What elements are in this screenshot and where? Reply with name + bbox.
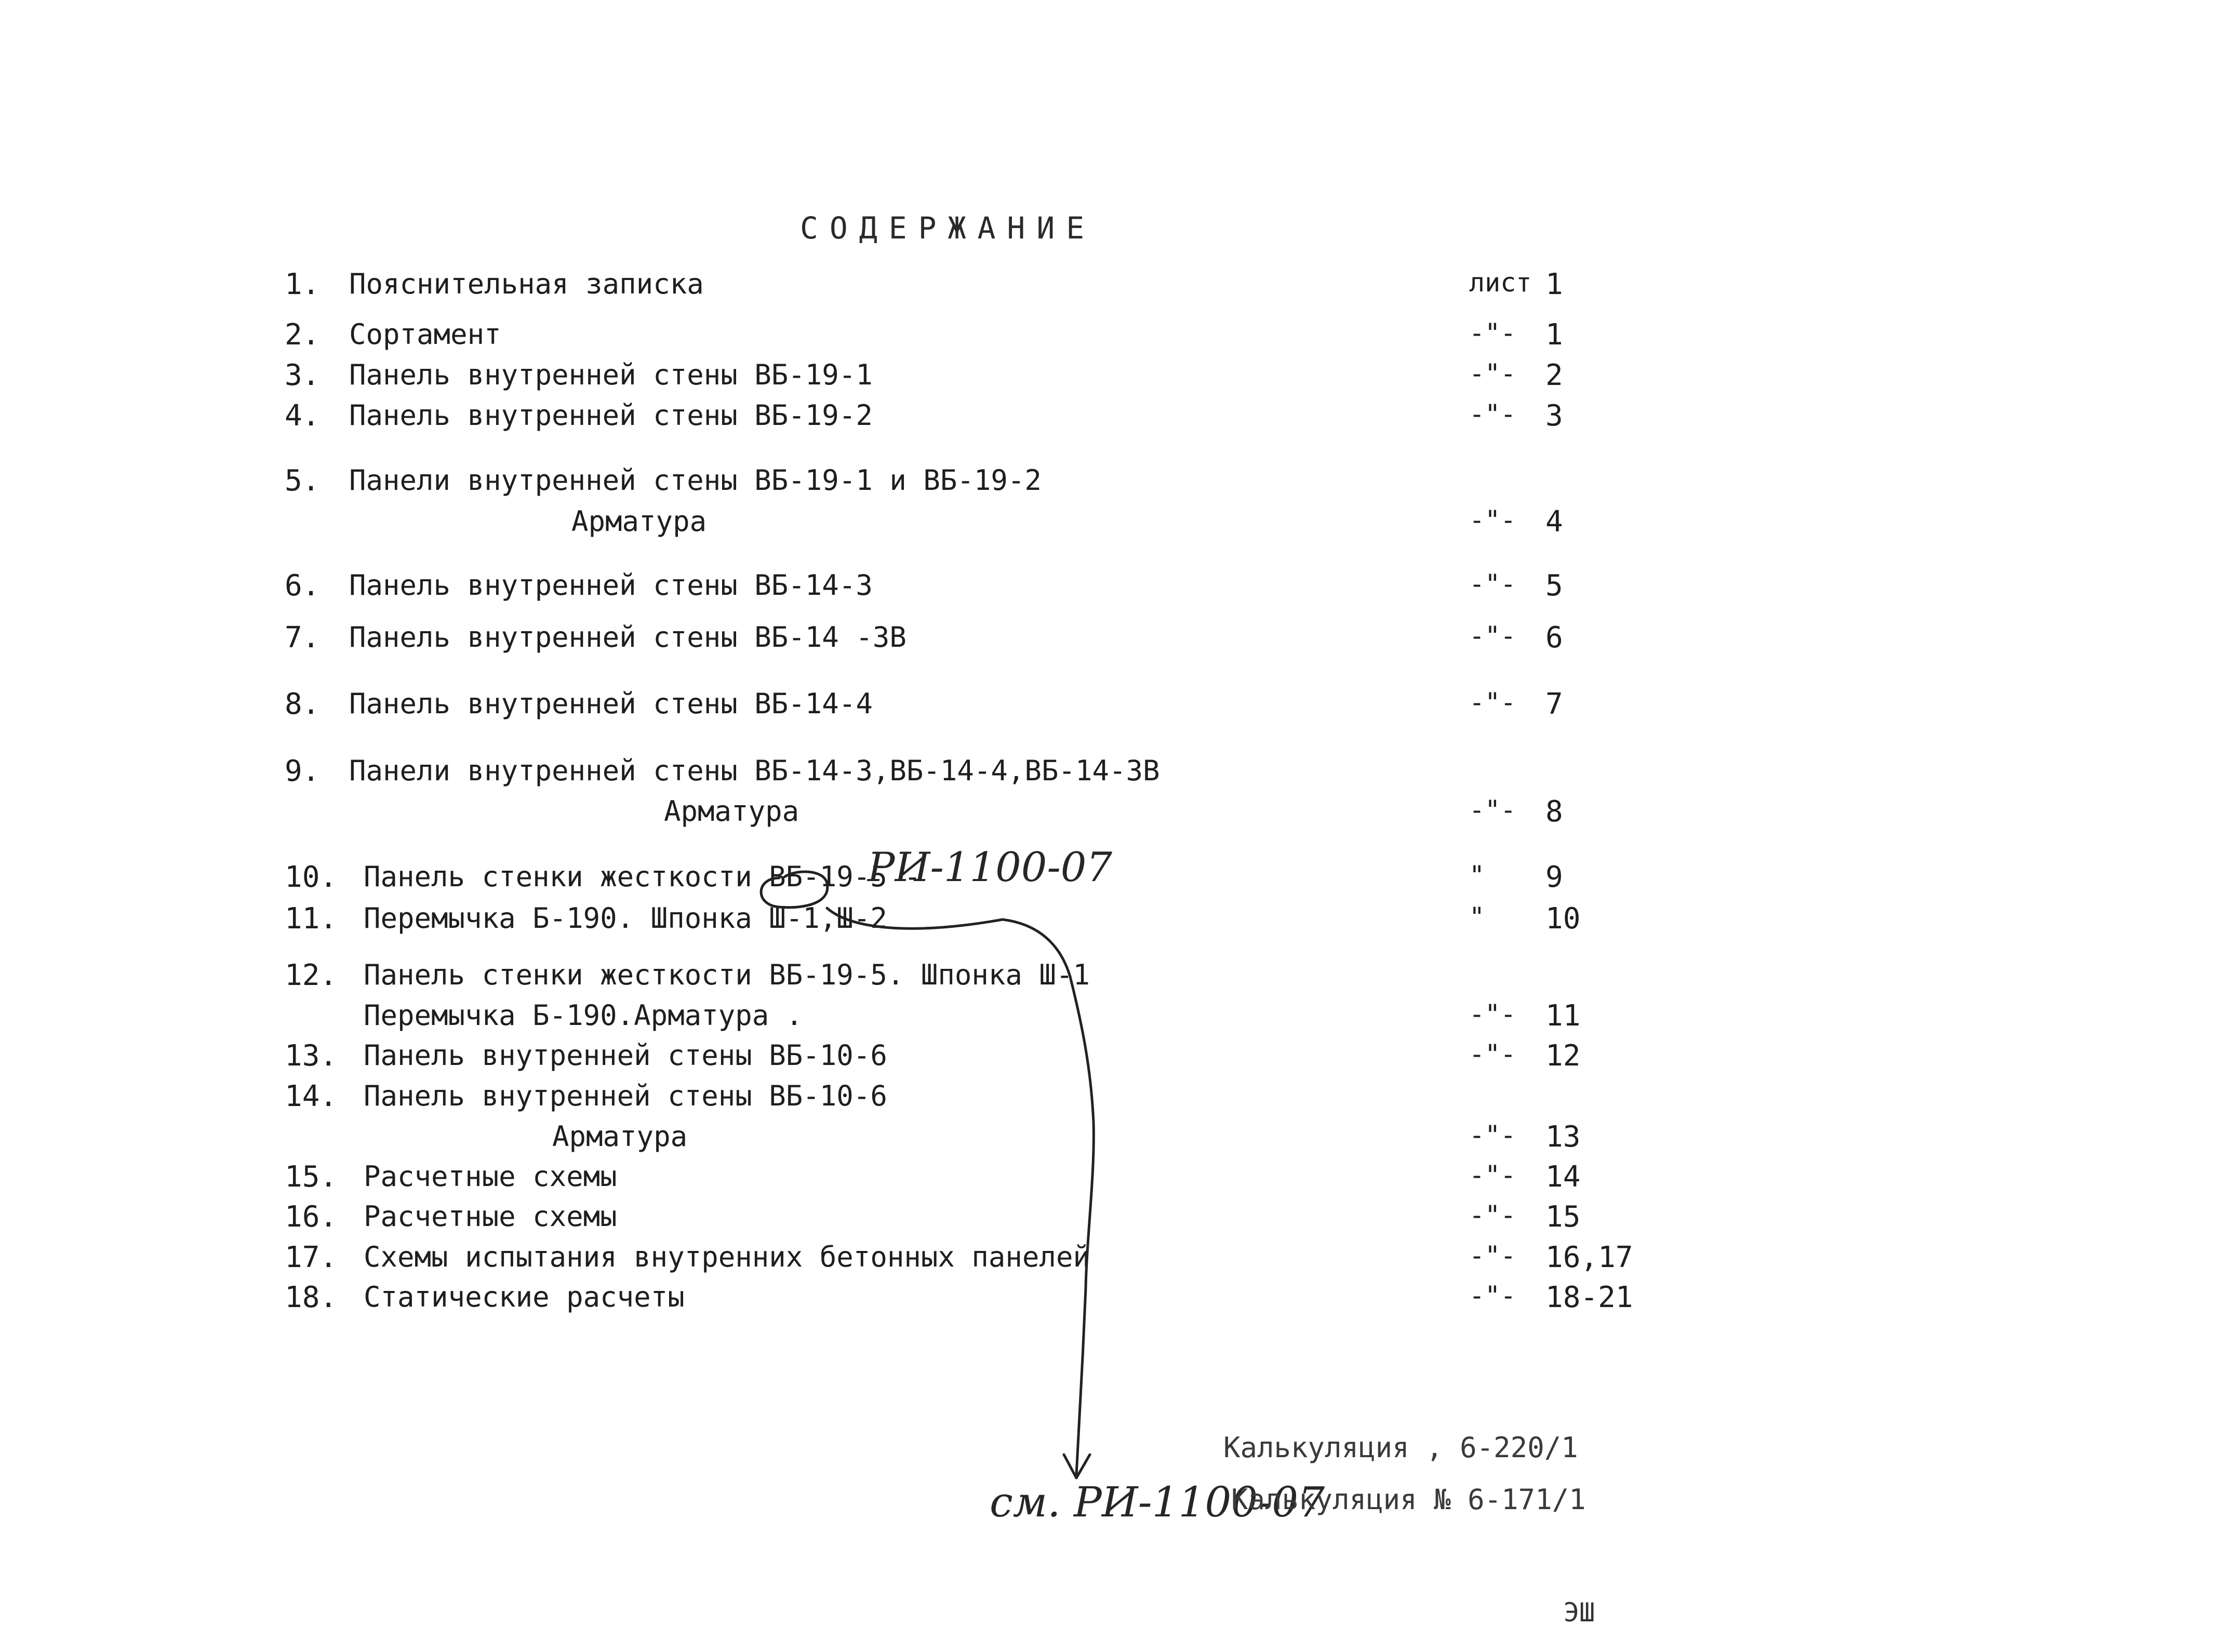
item-title: Панель внутренней стены ВБ-19-1 (349, 358, 873, 391)
item-title: Панель стенки жесткости ВБ-19-5. Шпонка Ш-1 (364, 958, 1090, 991)
item-number: 6. (285, 569, 320, 603)
item-number: 16. (285, 1200, 338, 1234)
page-title: СОДЕРЖАНИЕ (800, 210, 1096, 246)
sheet-number: 8 (1545, 795, 1563, 829)
item-number: 3. (285, 358, 320, 392)
sheet-label: лист (1469, 268, 1532, 298)
sheet-number: 14 (1545, 1160, 1581, 1194)
item-number: 17. (285, 1241, 338, 1274)
sheet-number: 6 (1545, 621, 1563, 655)
sheet-number: 13 (1545, 1120, 1581, 1154)
item-subtitle: Арматура (552, 1120, 688, 1153)
item-title: Сортамент (349, 318, 501, 351)
ditto-mark: -"- (1469, 569, 1516, 599)
item-number: 11. (285, 902, 338, 936)
item-number: 5. (285, 464, 320, 498)
item-title: Панель внутренней стены ВБ-14-4 (349, 687, 873, 720)
item-subtitle: Арматура (664, 795, 799, 828)
item-number: 15. (285, 1160, 338, 1194)
item-subtitle: Арматура (571, 505, 707, 538)
ditto-mark: -"- (1469, 505, 1516, 535)
ditto-mark: " (1469, 860, 1485, 890)
corner-mark: ЭШ (1564, 1597, 1595, 1628)
handwritten-note: РИ-1100-07 (868, 844, 1112, 891)
ditto-mark: -"- (1469, 795, 1516, 825)
item-title: Статические расчеты (364, 1281, 685, 1313)
item-number: 10. (285, 860, 338, 894)
item-subtitle: Перемычка Б-190.Арматура . (364, 999, 803, 1032)
ditto-mark: -"- (1469, 1160, 1516, 1190)
sheet-number: 1 (1545, 318, 1563, 352)
ditto-mark: -"- (1469, 1241, 1516, 1271)
item-title: Панель стенки жесткости ВБ-19-5 - (364, 860, 921, 893)
item-number: 1. (285, 268, 320, 301)
sheet-number: 7 (1545, 687, 1563, 721)
item-number: 8. (285, 687, 320, 721)
handwritten-note: см. РИ-1100-07 (990, 1478, 1325, 1526)
item-title: Перемычка Б-190. Шпонка Ш-1,Ш-2 (364, 902, 887, 935)
item-number: 12. (285, 958, 338, 992)
item-title: Схемы испытания внутренних бетонных панелей (364, 1241, 1090, 1273)
item-title: Панель внутренней стены ВБ-10-6 (364, 1039, 887, 1072)
ditto-mark: -"- (1469, 1120, 1516, 1150)
item-number: 9. (285, 754, 320, 788)
ditto-mark: -"- (1469, 687, 1516, 717)
calculation-ref: Калькуляция , 6-220/1 (1223, 1431, 1578, 1464)
item-title: Панель внутренней стены ВБ-19-2 (349, 399, 873, 432)
sheet-number: 11 (1545, 999, 1581, 1033)
sheet-number: 9 (1545, 860, 1563, 894)
item-number: 4. (285, 399, 320, 433)
item-title: Панель внутренней стены ВБ-14 -3В (349, 621, 906, 654)
item-title: Панель внутренней стены ВБ-14-3 (349, 569, 873, 602)
sheet-number: 1 (1545, 268, 1563, 301)
sheet-number: 3 (1545, 399, 1563, 433)
item-number: 18. (285, 1281, 338, 1314)
ditto-mark: -"- (1469, 1039, 1516, 1069)
ditto-mark: -"- (1469, 621, 1516, 651)
sheet-number: 5 (1545, 569, 1563, 603)
ditto-mark: -"- (1469, 1200, 1516, 1230)
calculation-ref: Калькуляция № 6-171/1 (1231, 1483, 1586, 1516)
sheet-number: 15 (1545, 1200, 1581, 1234)
ditto-mark: " (1469, 902, 1485, 932)
item-title: Пояснительная записка (349, 268, 704, 300)
item-title: Панель внутренней стены ВБ-10-6 (364, 1080, 887, 1112)
ditto-mark: -"- (1469, 999, 1516, 1029)
ditto-mark: -"- (1469, 1281, 1516, 1311)
ditto-mark: -"- (1469, 399, 1516, 429)
item-number: 13. (285, 1039, 338, 1073)
item-number: 14. (285, 1080, 338, 1113)
item-title: Панели внутренней стены ВБ-19-1 и ВБ-19-2 (349, 464, 1042, 497)
item-number: 7. (285, 621, 320, 655)
item-title: Расчетные схемы (364, 1160, 617, 1193)
sheet-number: 10 (1545, 902, 1581, 936)
ditto-mark: -"- (1469, 318, 1516, 348)
sheet-number: 16,17 (1545, 1241, 1633, 1274)
ditto-mark: -"- (1469, 358, 1516, 389)
item-number: 2. (285, 318, 320, 352)
item-title: Расчетные схемы (364, 1200, 617, 1233)
item-title: Панели внутренней стены ВБ-14-3,ВБ-14-4,ВБ-14-3В (349, 754, 1160, 787)
sheet-number: 4 (1545, 505, 1563, 539)
sheet-number: 2 (1545, 358, 1563, 392)
sheet-number: 12 (1545, 1039, 1581, 1073)
sheet-number: 18-21 (1545, 1281, 1633, 1314)
